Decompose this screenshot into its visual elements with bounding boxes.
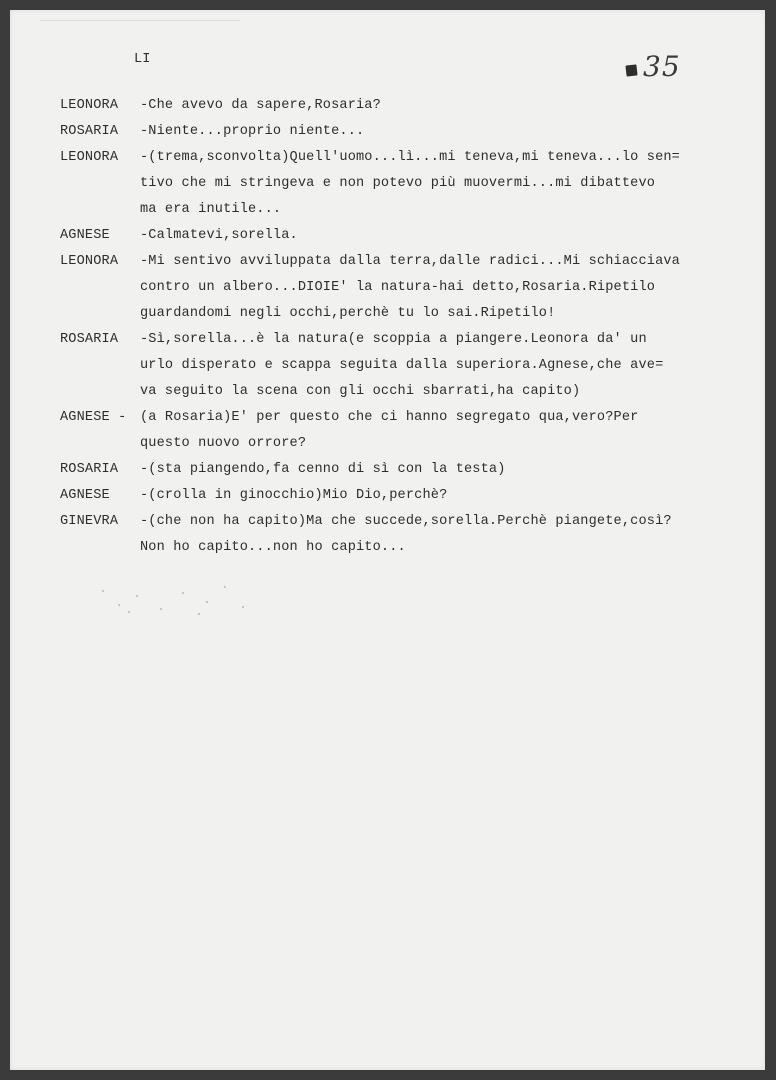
handwritten-page-number: 35 (643, 50, 681, 83)
dialogue-text: guardandomi negli occhi,perchè tu lo sai.Ripetilo! (140, 306, 556, 321)
speaker-name: GINEVRA (60, 514, 119, 529)
dialogue-text: -(che non ha capito)Ma che succede,sorella.Perchè piangete,così? (140, 514, 672, 529)
script-line (60, 379, 760, 405)
dialogue-text: ma era inutile... (140, 202, 282, 217)
script-line (60, 535, 760, 561)
speaker-name: ROSARIA (60, 462, 119, 477)
dialogue-text: questo nuovo orrore? (140, 436, 307, 451)
dialogue-text: -(crolla in ginocchio)Mio Dio,perchè? (140, 488, 448, 503)
script-line (60, 353, 760, 379)
dialogue-text: -(trema,sconvolta)Quell'uomo...lì...mi teneva,mi teneva...lo sen= (140, 150, 680, 165)
ink-stamp-icon (625, 64, 637, 76)
dialogue-text: -Calmatevi,sorella. (140, 228, 298, 243)
script-line (60, 171, 760, 197)
dialogue-text: urlo disperato e scappa seguita dalla superiora.Agnese,che ave= (140, 358, 664, 373)
script-line (60, 301, 760, 327)
speaker-name: ROSARIA (60, 124, 119, 139)
speaker-name (60, 171, 140, 197)
script-line (60, 223, 760, 249)
script-line (60, 197, 760, 223)
dialogue-text: Non ho capito...non ho capito... (140, 540, 406, 555)
speaker-name: AGNESE (60, 228, 110, 243)
section-number: LI (134, 52, 151, 67)
script-line (60, 327, 760, 353)
script-line (60, 509, 760, 535)
dialogue-text: -Mi sentivo avviluppata dalla terra,dalle radici...Mi schiacciava (140, 254, 680, 269)
script-line (60, 405, 760, 431)
script-line (60, 249, 760, 275)
speaker-name: LEONORA (60, 254, 119, 269)
speaker-name (60, 275, 140, 301)
speaker-name: LEONORA (60, 98, 119, 113)
dialogue-text: -(sta piangendo,fa cenno di sì con la testa) (140, 462, 506, 477)
dialogue-text: tivo che mi stringeva e non potevo più muovermi...mi dibattevo (140, 176, 656, 191)
speaker-name: LEONORA (60, 150, 119, 165)
script-line (60, 431, 760, 457)
speaker-name (60, 431, 140, 457)
speaker-name (60, 301, 140, 327)
speaker-name (60, 379, 140, 405)
dialogue-text: -Sì,sorella...è la natura(e scoppia a piangere.Leonora da' un (140, 332, 647, 347)
dialogue-text: contro un albero...DIOIE' la natura-hai detto,Rosaria.Ripetilo (140, 280, 656, 295)
speaker-name (60, 535, 140, 561)
dialogue-text: -Che avevo da sapere,Rosaria? (140, 98, 381, 113)
script-line (60, 275, 760, 301)
script-line (60, 93, 760, 119)
speaker-name: AGNESE - (60, 410, 127, 425)
dialogue-text: -Niente...proprio niente... (140, 124, 365, 139)
page-mark (626, 50, 681, 83)
script-line (60, 483, 760, 509)
faint-top-rule (40, 20, 240, 21)
speaker-name: ROSARIA (60, 332, 119, 347)
speaker-name: AGNESE (60, 488, 110, 503)
script-line (60, 119, 760, 145)
dialogue-text: (a Rosaria)E' per questo che ci hanno segregato qua,vero?Per (140, 410, 639, 425)
script-line (60, 145, 760, 171)
speaker-name (60, 197, 140, 223)
script-body (60, 93, 760, 561)
script-line (60, 457, 760, 483)
typewritten-page (10, 10, 765, 1070)
speaker-name (60, 353, 140, 379)
dialogue-text: va seguito la scena con gli occhi sbarrati,ha capito) (140, 384, 581, 399)
